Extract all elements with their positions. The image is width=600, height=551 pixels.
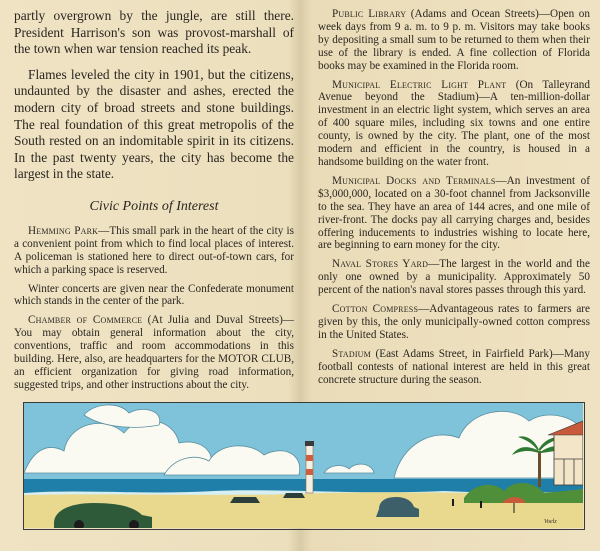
entry-text: (On Talleyrand Avenue beyond the Stadium)—A ten-million-dollar investment in an electric light system, which serves an area of 400 square miles, including six towns and one entire county, is owned by the city. The plant, one of the most modern and efficient in the country, is housed in a handsome building on the water front. — [318, 78, 590, 168]
person — [452, 499, 454, 506]
entry-text: Winter concerts are given near the Confederate monument which stands in the center of the park. — [14, 282, 294, 308]
car-mid — [230, 497, 260, 503]
right-column — [318, 8, 590, 386]
section-heading: Civic Points of Interest — [89, 198, 219, 214]
entry-text: —The largest in the world and the only one owned by a municipality. Approximately 50 percent of the nation's naval stores passes through this yard. — [318, 258, 590, 297]
left-column — [14, 8, 294, 392]
lighthouse — [305, 441, 314, 493]
entry-text: —Advantageous rates to farmers are given by this, the only municipally-owned cotton compress in the United States. — [318, 303, 590, 341]
car-far — [283, 493, 305, 498]
entry-text: (East Adams Street, in Fairfield Park)—Many football contests of national interest are held in this great concrete structure during the season. — [318, 347, 590, 386]
entry-cotton-compress — [318, 303, 590, 342]
entry-name: Cotton Compress — [332, 303, 419, 316]
entry-name: Public Library — [332, 8, 407, 20]
entry-name: Naval Stores Yard — [332, 258, 429, 271]
entry-name: Stadium — [332, 347, 371, 360]
palm-trunk — [538, 451, 541, 487]
entry-docks-terminals — [318, 175, 590, 252]
entry-public-library — [318, 8, 590, 73]
entry-winter-concerts — [14, 283, 294, 309]
entry-chamber-of-commerce — [14, 314, 294, 391]
entry-naval-stores-yard — [318, 258, 590, 297]
entry-electric-light-plant — [318, 79, 590, 169]
person-2 — [480, 501, 482, 508]
entry-text: —An investment of $3,000,000, located on a 30-foot channel from Jacksonville to the sea. They have an area of 144 acres, and one mile of river-front. The docks pay all carrying charges and, besides offering inducements to industries wishing to locate here, are beginning to earn money for the city. — [318, 174, 590, 252]
entry-text: —This small park in the heart of the city is a convenient point from which to find local places of interest. A policeman is stationed here to direct out-of-town cars, for which a parking space is reserved. — [14, 224, 294, 276]
paragraph-history-2: Flames leveled the city in 1901, but the citizens, undaunted by the disaster and ashes, erected the modern city of broad streets and stone buildings. The real foundation of this great metropolis of the South rested on an indomitable spirit in its citizens. In the past twenty years, the city has become the largest in the state. — [14, 66, 294, 182]
paragraph-history-1: partly overgrown by the jungle, are still there. President Harrison's son was provost-marshall of the town when war tension reached its peak. — [14, 8, 294, 57]
artist-signature: Voelz — [544, 519, 557, 525]
entry-name: Municipal Docks and Terminals — [332, 174, 496, 187]
entry-stadium — [318, 348, 590, 387]
entry-name: Hemming Park — [28, 224, 99, 237]
beach-scene — [24, 403, 583, 528]
lighthouse-lamp — [305, 441, 314, 446]
lighthouse-band-2 — [306, 469, 313, 475]
entry-hemming-park — [14, 225, 294, 277]
lighthouse-band — [306, 455, 313, 461]
entry-name: Municipal Electric Light Plant — [332, 78, 507, 91]
entry-name: Chamber of Commerce — [28, 314, 143, 327]
entry-text: (Adams and Ocean Streets)—Open on week days from 9 a. m. to 9 p. m. Visitors may take books by depositing a small sum to be returned to them when their use of the library is ended. A fine collection of Florida books may be examined in the Florida room. — [318, 8, 590, 72]
beach-illustration — [23, 402, 585, 530]
entry-text: (At Julia and Duval Streets)—You may obtain general information about the city, conventions, traffic and room accommodations in this building. Here, also, are headquarters for the MOTOR CLUB, an efficient organization for giving road information, suggested trips, and other instructions about the city. — [14, 314, 294, 391]
